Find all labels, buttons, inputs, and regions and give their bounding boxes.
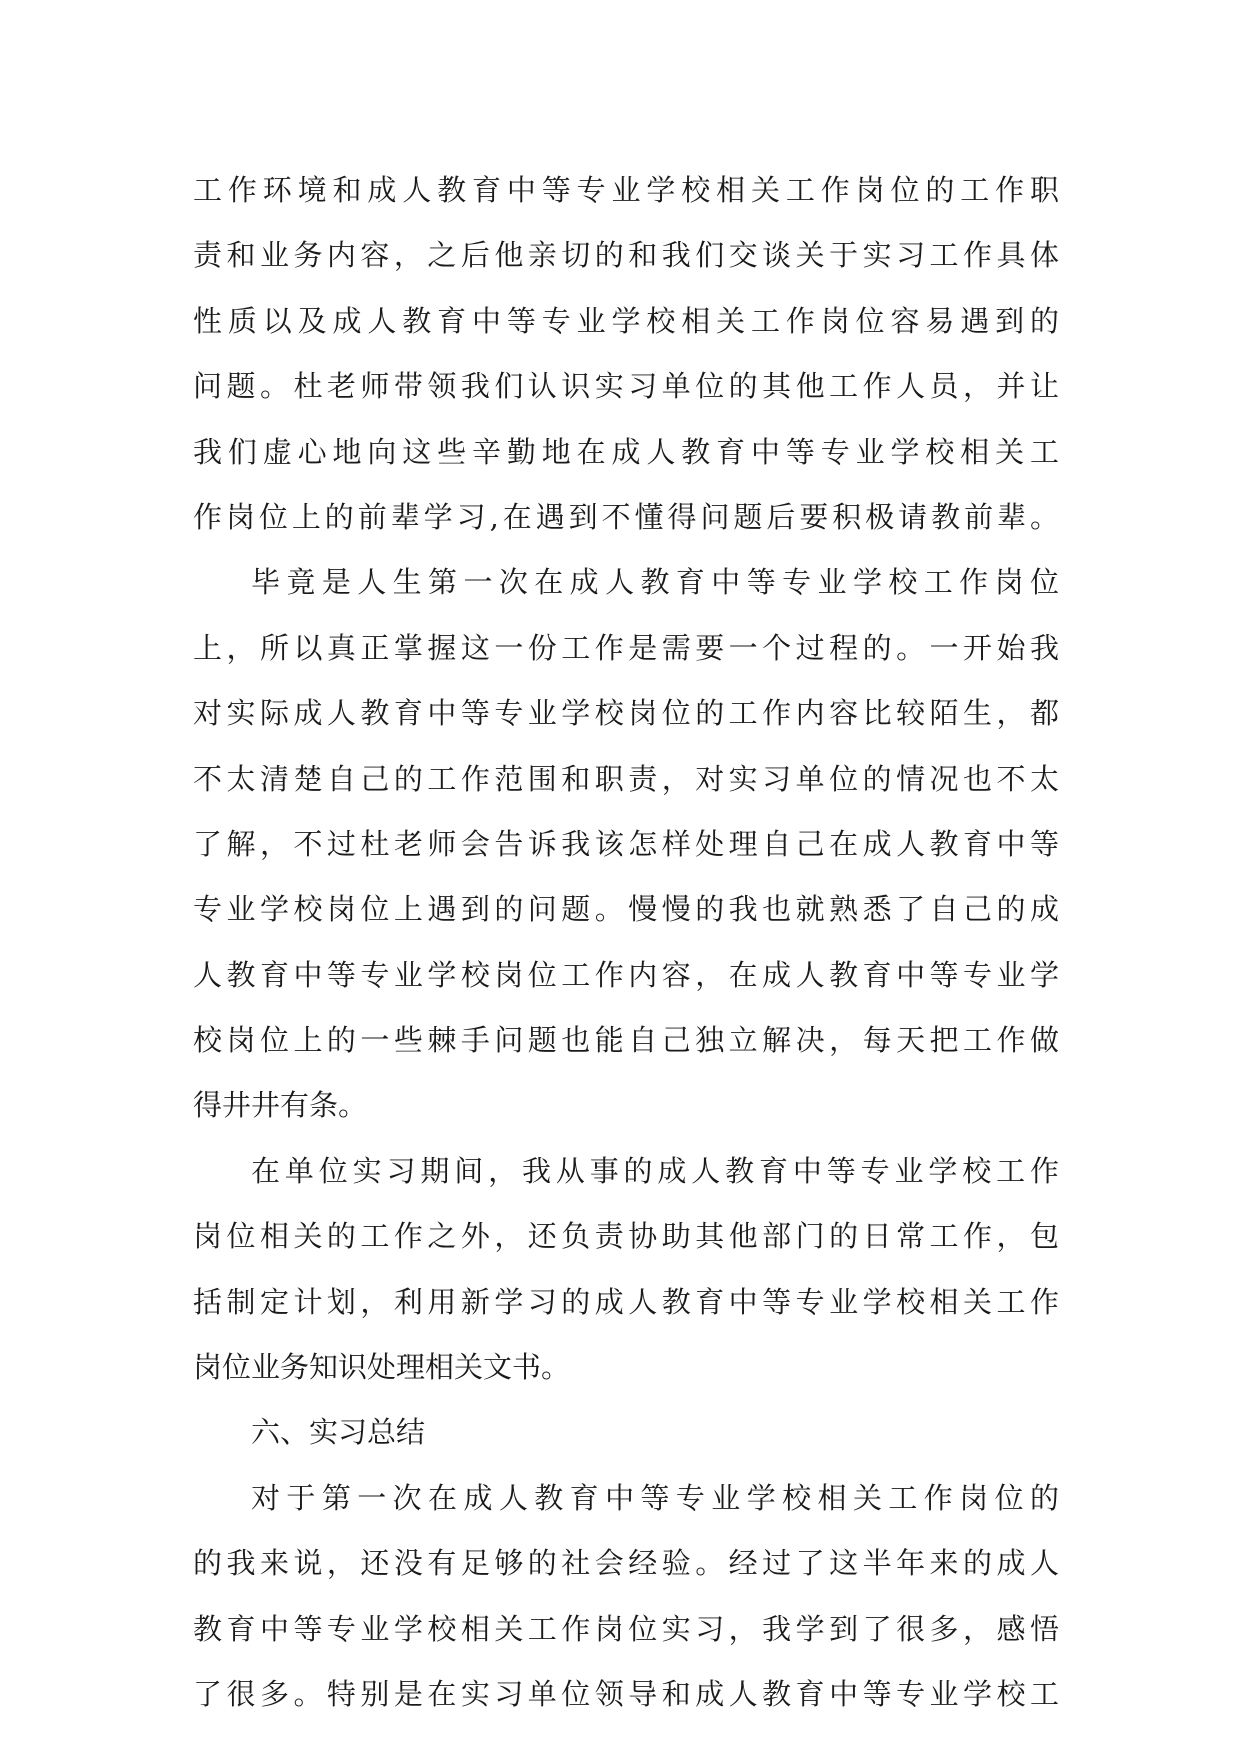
paragraph: [193, 1466, 1059, 1728]
text-line: 岗位业务知识处理相关文书。: [193, 1350, 571, 1385]
text-line: 人教育中等专业学校岗位工作内容，在成人教育中等专业学: [193, 957, 1059, 992]
paragraph: [193, 550, 1059, 1139]
text-line: 得井井有条。: [193, 1088, 368, 1123]
text-line: 上，所以真正掌握这一份工作是需要一个过程的。一开始我: [193, 630, 1059, 665]
text-line: 问题。杜老师带领我们认识实习单位的其他工作人员，并让: [193, 369, 1059, 404]
text-line: 责和业务内容，之后他亲切的和我们交谈关于实习工作具体: [193, 238, 1059, 273]
paragraph: [193, 158, 1059, 550]
text-line: 岗位相关的工作之外，还负责协助其他部门的日常工作，包: [193, 1219, 1059, 1254]
text-line: 教育中等专业学校相关工作岗位实习，我学到了很多，感悟: [193, 1611, 1059, 1646]
text-line: 专业学校岗位上遇到的问题。慢慢的我也就熟悉了自己的成: [193, 892, 1059, 927]
text-line: 作岗位上的前辈学习,在遇到不懂得问题后要积极请教前辈。: [193, 499, 1059, 534]
paragraph: [193, 1139, 1059, 1401]
text-line: 我们虚心地向这些辛勤地在成人教育中等专业学校相关工: [193, 434, 1059, 469]
text-line: 不太清楚自己的工作范围和职责，对实习单位的情况也不太: [193, 761, 1059, 796]
text-line: 在单位实习期间，我从事的成人教育中等专业学校工作: [251, 1153, 1059, 1188]
text-line: 六、实习总结: [251, 1415, 426, 1450]
text-line: 了解，不过杜老师会告诉我该怎样处理自己在成人教育中等: [193, 826, 1059, 861]
text-line: 括制定计划，利用新学习的成人教育中等专业学校相关工作: [193, 1284, 1059, 1319]
paragraph: [193, 1400, 1059, 1465]
document-body: [193, 158, 1059, 1727]
text-line: 性质以及成人教育中等专业学校相关工作岗位容易遇到的: [193, 303, 1059, 338]
text-line: 工作环境和成人教育中等专业学校相关工作岗位的工作职: [193, 173, 1059, 207]
text-line: 了很多。特别是在实习单位领导和成人教育中等专业学校工: [193, 1676, 1059, 1711]
text-line: 校岗位上的一些棘手问题也能自己独立解决，每天把工作做: [193, 1023, 1059, 1058]
text-line: 对于第一次在成人教育中等专业学校相关工作岗位的: [251, 1480, 1059, 1515]
text-line: 毕竟是人生第一次在成人教育中等专业学校工作岗位: [251, 565, 1059, 600]
text-line: 对实际成人教育中等专业学校岗位的工作内容比较陌生，都: [193, 696, 1059, 731]
text-line: 的我来说，还没有足够的社会经验。经过了这半年来的成人: [193, 1546, 1059, 1581]
